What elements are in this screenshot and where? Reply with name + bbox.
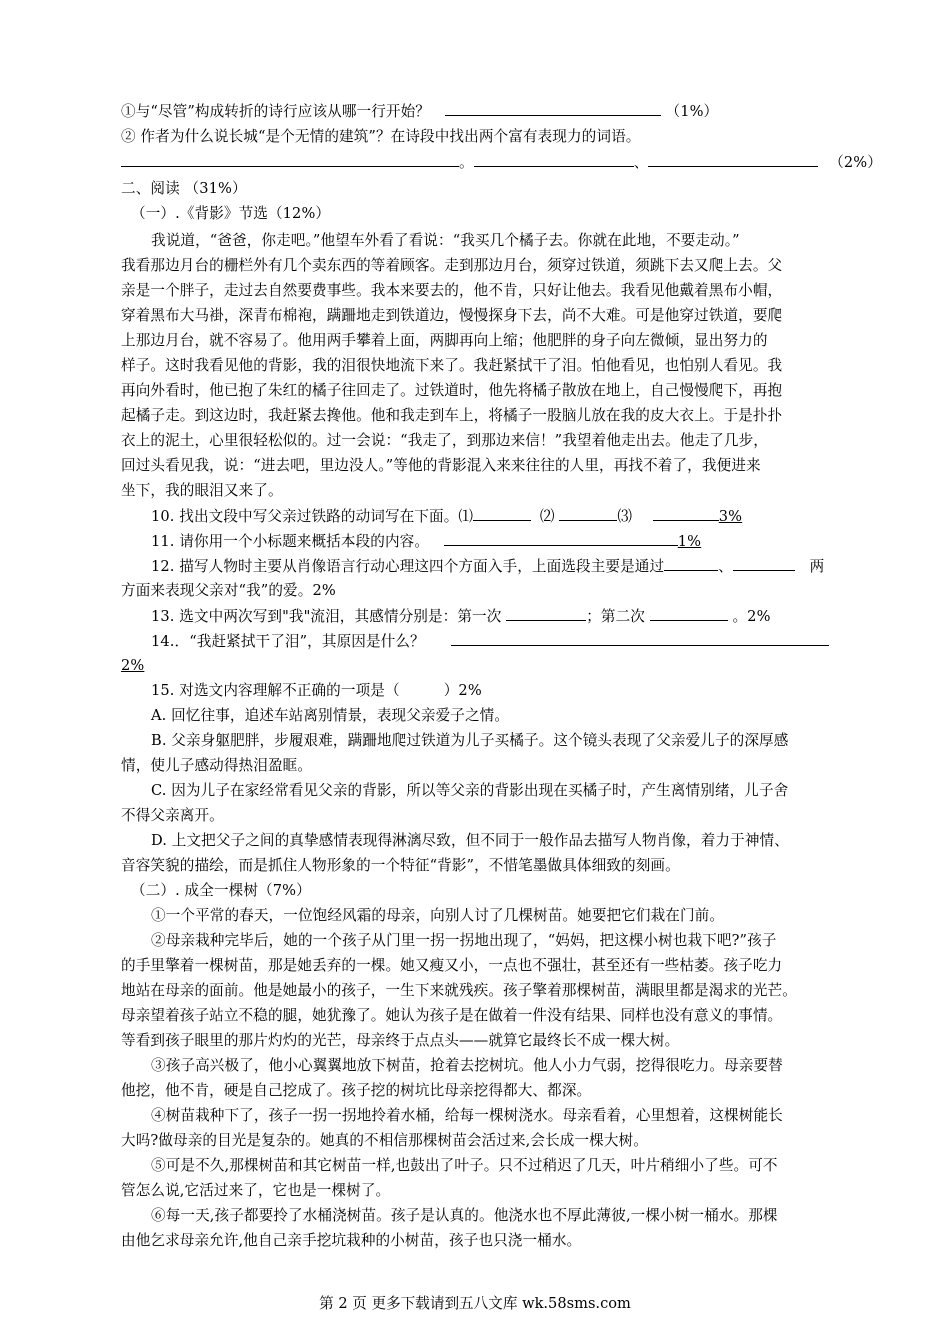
passage2-line: 等看到孩子眼里的那片灼灼的光芒，母亲终于点点头——就算它最终长不成一棵大树。	[121, 1032, 680, 1049]
score-label: （1%）	[665, 103, 719, 120]
answer-blank[interactable]	[653, 506, 719, 521]
comma-mark: 、	[633, 154, 649, 171]
answer-blank[interactable]	[559, 506, 617, 521]
question-poem-2-answer-line	[121, 152, 882, 173]
passage1-line: 起橘子走。到这边时，我赶紧去搀他。他和我走到车上，将橘子一股脑儿放在我的皮大衣上。于是扑扑	[121, 407, 783, 424]
passage2-line: ①一个平常的春天，一位饱经风霜的母亲，向别人讨了几棵树苗。她要把它们栽在门前。	[151, 907, 725, 924]
passage2-line: 他挖，他不肯，硬是自己挖成了。孩子挖的树坑比母亲挖得都大、都深。	[121, 1082, 592, 1099]
page-footer: 第 2 页 更多下载请到五八文库 wk.58sms.com	[319, 1295, 631, 1312]
question-poem-1	[121, 101, 854, 122]
passage1-line: 上那边月台，就不容易了。他用两手攀着上面，两脚再向上缩；他肥胖的身子向左微倾，显出努力的	[121, 332, 768, 349]
passage2-line: ②母亲栽种完毕后，她的一个孩子从门里一拐一拐地出现了，“妈妈，把这棵小树也栽下吧?”孩子	[151, 932, 777, 949]
answer-blank[interactable]	[444, 531, 678, 546]
subsection-title-tree: （二）. 成全一棵树（7%）	[131, 882, 311, 899]
question-10	[151, 506, 854, 527]
passage2-line: ⑥每一天,孩子都要拎了水桶浇树苗。孩子是认真的。他浇水也不厚此薄彼,一棵小树一桶水。那棵	[151, 1207, 778, 1224]
passage2-line: 地站在母亲的面前。他是她最小的孩子，一生下来就残疾。孩子擎着那棵树苗，满眼里都是渴求的光芒。	[121, 982, 797, 999]
question-text: ①与“尽管”构成转折的诗行应该从哪一行开始？	[121, 103, 430, 120]
answer-blank[interactable]	[121, 152, 459, 167]
passage1-line: 再向外看时，他已抱了朱红的橘子往回走了。过铁道时，他先将橘子散放在地上，自己慢慢爬下，再抱	[121, 382, 783, 399]
question-text: 两	[809, 558, 825, 575]
question-text: 13. 选文中两次写到"我"流泪，其感情分别是：第一次	[151, 608, 502, 625]
score-label: 2%	[121, 657, 145, 674]
answer-blank[interactable]	[664, 556, 718, 571]
passage2-line: ⑤可是不久,那棵树苗和其它树苗一样,也鼓出了叶子。只不过稍迟了几天，叶片稍细小了些。可不	[151, 1157, 778, 1174]
answer-blank[interactable]	[445, 101, 661, 116]
question-poem-2: ② 作者为什么说长城“是个无情的建筑”？在诗段中找出两个富有表现力的词语。	[121, 128, 641, 145]
passage2-line: 管怎么说,它活过来了，它也是一棵树了。	[121, 1182, 391, 1199]
question-12	[151, 556, 854, 577]
comma-mark: 、	[718, 558, 733, 575]
answer-blank[interactable]	[473, 506, 531, 521]
passage1-line: 我说道，“爸爸，你走吧。”他望车外看了看说：“我买几个橘子去。你就在此地，不要走动。”	[151, 232, 740, 249]
option-c: C. 因为儿子在家经常看见父亲的背影，所以等父亲的背影出现在买橘子时，产生离情别绪，儿子舍	[151, 782, 789, 799]
passage1-line: 坐下，我的眼泪又来了。	[121, 482, 283, 499]
question-14-score	[121, 656, 854, 676]
passage2-line: 的手里擎着一棵树苗，那是她丢弃的一棵。她又瘦又小，一点也不强壮，甚至还有一些枯萎。孩子吃力	[121, 957, 783, 974]
question-text: 14.．“我赶紧拭干了泪”，其原因是什么？	[151, 633, 425, 650]
answer-blank[interactable]	[648, 152, 818, 167]
question-14	[151, 631, 860, 652]
section-title-reading: 二、阅读 （31%）	[121, 180, 247, 197]
passage1-line: 穿着黑布大马褂，深青布棉袍，蹒跚地走到铁道边，慢慢探身下去，尚不大难。可是他穿过铁道，要爬	[121, 307, 783, 324]
answer-blank[interactable]	[650, 606, 728, 621]
question-11	[151, 531, 854, 552]
blank-number: ⑵	[539, 508, 555, 525]
option-c-cont: 不得父亲离开。	[121, 807, 224, 824]
blank-number: ⑶	[617, 508, 633, 525]
passage1-line: 我看那边月台的栅栏外有几个卖东西的等着顾客。走到那边月台，须穿过铁道，须跳下去又爬上去。父	[121, 257, 783, 274]
option-d: D. 上文把父子之间的真挚感情表现得淋漓尽致，但不同于一般作品去描写人物肖像，着力于神情、	[151, 832, 789, 849]
question-text: 12. 描写人物时主要从肖像语言行动心理这四个方面入手，上面选段主要是通过	[151, 558, 665, 575]
score-label: （2%）	[829, 154, 882, 171]
period-mark: 。	[459, 154, 474, 171]
question-12-cont: 方面来表现父亲对“我”的爱。2%	[121, 582, 336, 599]
option-d-cont: 音容笑貌的描绘，而是抓住人物形象的一个特征“背影”，不惜笔墨做具体细致的刻画。	[121, 857, 680, 874]
question-text: ；第二次	[586, 608, 645, 625]
question-13	[151, 606, 854, 627]
option-b-cont: 情，使儿子感动得热泪盈眶。	[121, 757, 313, 774]
passage1-line: 亲是一个胖子，走过去自然要费事些。我本来要去的，他不肯，只好让他去。我看见他戴着黑布小帽，	[121, 282, 783, 299]
answer-blank[interactable]	[451, 631, 829, 646]
score-label: 3%	[718, 508, 743, 525]
passage1-line: 衣上的泥土，心里很轻松似的。过一会说：“我走了，到那边来信！”我望着他走出去。他走了几步，	[121, 432, 768, 449]
passage2-line: 由他乞求母亲允许,他自己亲手挖坑栽种的小树苗，孩子也只浇一桶水。	[121, 1232, 582, 1249]
passage1-line: 回过头看见我，说：“进去吧，里边没人。”等他的背影混入来来往往的人里，再找不着了，我便进来	[121, 457, 761, 474]
passage2-line: 母亲望着孩子站立不稳的腿，她犹豫了。她认为孩子是在做着一件没有结果、同样也没有意义的事情。	[121, 1007, 783, 1024]
answer-blank[interactable]	[733, 556, 795, 571]
passage1-line: 样子。这时我看见他的背影，我的泪很快地流下来了。我赶紧拭干了泪。怕他看见，也怕别人看见。我	[121, 357, 783, 374]
question-text: 10. 找出文段中写父亲过铁路的动词写在下面。⑴	[151, 508, 474, 525]
option-a: A. 回忆往事，追述车站离别情景，表现父亲爱子之情。	[151, 707, 510, 724]
answer-blank[interactable]	[506, 606, 586, 621]
question-15: 15. 对选文内容理解不正确的一项是（ ）2%	[151, 682, 482, 699]
score-label: 1%	[677, 533, 702, 550]
subsection-title-beiying: （一）.《背影》节选（12%）	[131, 205, 331, 222]
option-b: B. 父亲身躯肥胖，步履艰难，蹒跚地爬过铁道为儿子买橘子。这个镜头表现了父亲爱儿子的深厚感	[151, 732, 789, 749]
question-text: 11. 请你用一个小标题来概括本段的内容。	[151, 533, 430, 550]
passage2-line: ③孩子高兴极了，他小心翼翼地放下树苗，抢着去挖树坑。他人小力气弱，挖得很吃力。母亲要替	[151, 1057, 783, 1074]
score-label: 。2%	[732, 608, 771, 625]
passage2-line: ④树苗栽种下了，孩子一拐一拐地拎着水桶，给每一棵树浇水。母亲看着，心里想着，这棵树能长	[151, 1107, 783, 1124]
passage2-line: 大吗?做母亲的目光是复杂的。她真的不相信那棵树苗会活过来,会长成一棵大树。	[121, 1132, 648, 1149]
answer-blank[interactable]	[474, 152, 634, 167]
